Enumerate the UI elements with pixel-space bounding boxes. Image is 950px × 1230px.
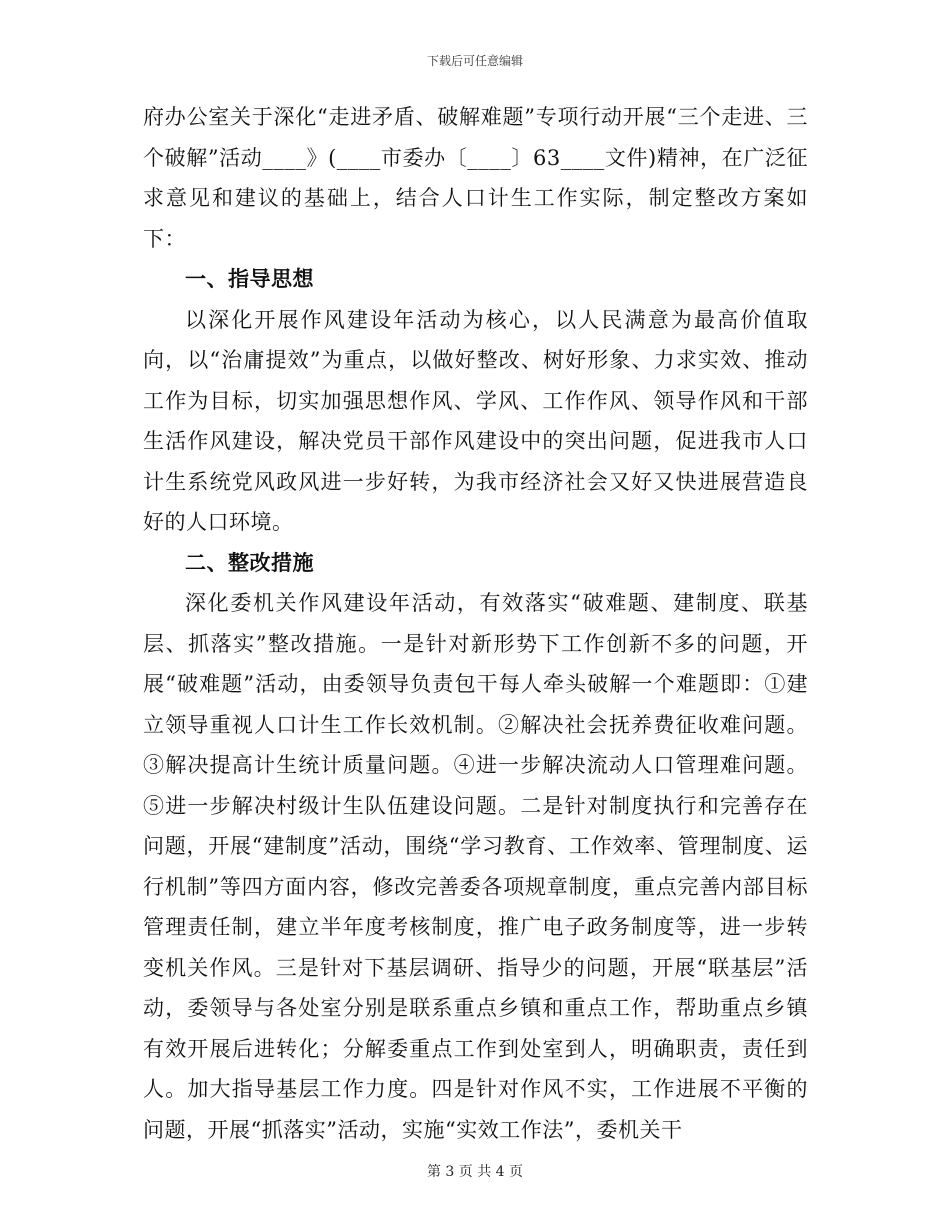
document-body xyxy=(143,97,808,1150)
section-heading-guiding-thought: 一、指导思想 xyxy=(185,266,314,291)
section-heading-rectification-measures: 二、整改措施 xyxy=(185,549,314,575)
page-number: 第 3 页 共 4 页 xyxy=(426,1164,524,1180)
section-paragraph-rectification-measures: 深化委机关作风建设年活动，有效落实“破难题、建制度、联基层、抓落实”整改措施。一是针对新形势下工作创新不多的问题，开展“破难题”活动，由委领导负责包干每人牵头破解一个难题即：①建立领导重视人口计生工作长效机制。②解决社会抚养费征收难问题。③解决提高计生统计质量问题。④进一步解决流动人口管理难问题。⑤进一步解决村级计生队伍建设问题。二是针对制度执行和完善存在问题，开展“建制度”活动，围绕“学习教育、工作效率、管理制度、运行机制”等四方面内容，修改完善委各项规章制度，重点完善内部目标管理责任制，建立半年度考核制度，推广电子政务制度等，进一步转变机关作风。三是针对下基层调研、指导少的问题，开展“联基层”活动，委领导与各处室分别是联系重点乡镇和重点工作，帮助重点乡镇有效开展后进转化；分解委重点工作到处室到人，明确职责，责任到人。加大指导基层工作力度。四是针对作风不实，工作进展不平衡的问题，开展“抓落实”活动，实施“实效工作法”，委机关干 xyxy=(143,591,808,1142)
intro-paragraph: 府办公室关于深化“走进矛盾、破解难题”专项行动开展“三个走进、三个破解”活动____》(____市委办〔____〕63____文件)精神，在广泛征求意见和建议的基础上，结合人口计生工作实际，制定整改方案如下： xyxy=(143,105,808,251)
page-header: 下载后可任意编辑 xyxy=(426,54,523,68)
section-paragraph-guiding-thought: 以深化开展作风建设年活动为核心，以人民满意为最高价值取向，以“治庸提效”为重点，以做好整改、树好形象、力求实效、推动工作为目标，切实加强思想作风、学风、工作作风、领导作风和干部生活作风建设，解决党员干部作风建设中的突出问题，促进我市人口计生系统党风政风进一步好转，为我市经济社会又好又快进展营造良好的人口环境。 xyxy=(143,307,808,534)
